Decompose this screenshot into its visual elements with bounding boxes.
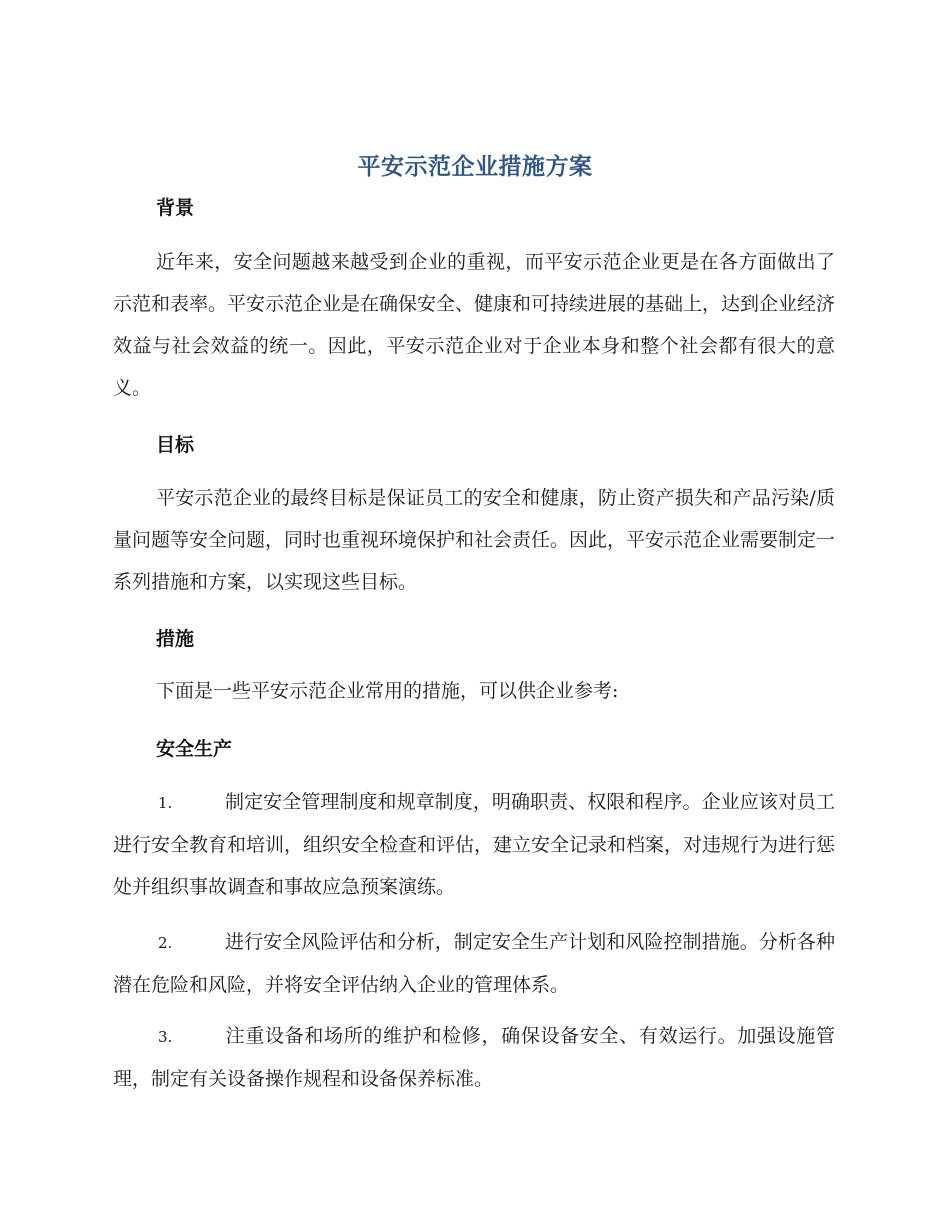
list-item-number: 1. [158,794,173,812]
paragraph-background: 近年来，安全问题越来越受到企业的重视，而平安示范企业更是在各方面做出了示范和表率。平安示范企业是在确保安全、健康和可持续进展的基础上，达到企业经济效益与社会效益的统一。因此，平安示范企业对于企业本身和整个社会都有很大的意义。 [113,251,836,399]
paragraph-measures-intro: 下面是一些平安示范企业常用的措施，可以供企业参考: [156,680,619,702]
list-item-number: 2. [158,934,173,952]
list-item [113,781,835,908]
heading-background: 背景 [156,197,195,219]
list-item-number: 3. [158,1028,173,1046]
document-title: 平安示范企业措施方案 [357,154,593,180]
list-item-text: 进行安全风险评估和分析，制定安全生产计划和风险控制措施。分析各种潜在危险和风险，并将安全评估纳入企业的管理体系。 [113,931,835,996]
list-item-text: 注重设备和场所的维护和检修，确保设备安全、有效运行。加强设施管理，制定有关设备操作规程和设备保养标准。 [113,1025,835,1090]
list-item-text: 制定安全管理制度和规章制度，明确职责、权限和程序。企业应该对员工进行安全教育和培训，组织安全检查和评估，建立安全记录和档案，对违规行为进行惩处并组织事故调查和事故应急预案演练。 [113,791,836,898]
heading-safety-production: 安全生产 [156,738,233,760]
heading-goal: 目标 [156,434,195,456]
heading-measures: 措施 [156,628,195,650]
paragraph-goal: 平安示范企业的最终目标是保证员工的安全和健康，防止资产损失和产品污染/质量问题等安全问题，同时也重视环境保护和社会责任。因此，平安示范企业需要制定一系列措施和方案，以实现这些目标。 [113,487,836,593]
list-item [113,921,835,1006]
list-item [113,1015,835,1100]
